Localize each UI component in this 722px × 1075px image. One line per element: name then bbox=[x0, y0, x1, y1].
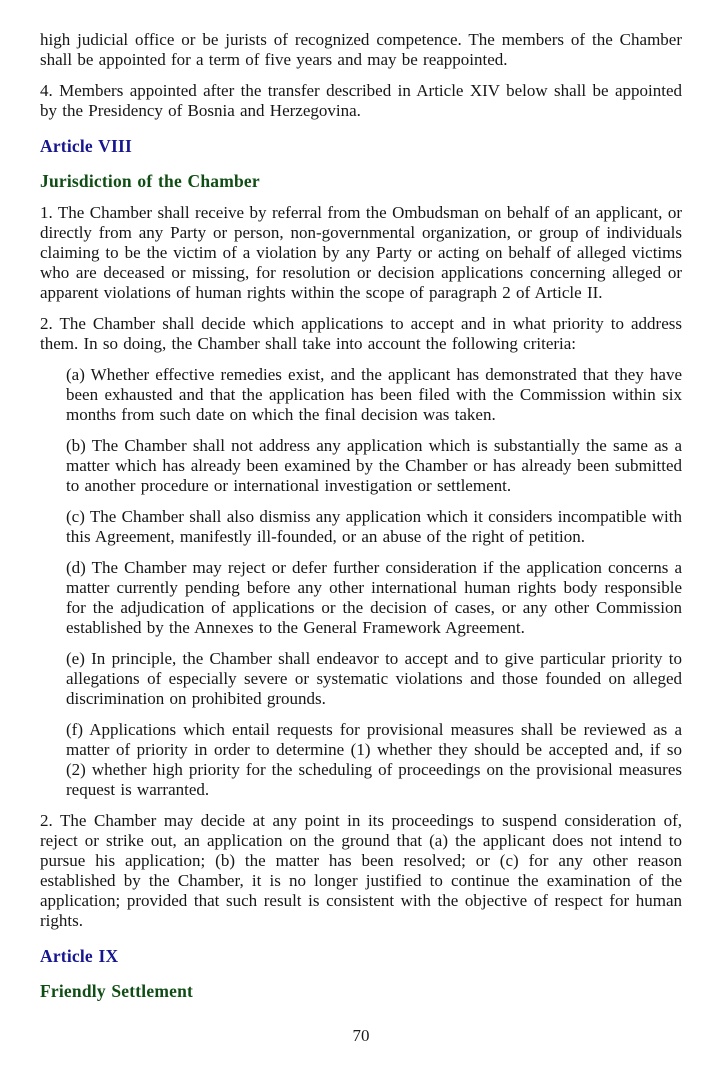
paragraph: 1. The Chamber shall receive by referral from the Ombudsman on behalf of an applicant, or directly from any Party or person, non-governmental organization, or group of individuals claiming to be the victim of a violation by any Party or acting on behalf of alleged victims who are deceased or missing, for resolution or decision applications concerning alleged or apparent violations of human rights within the scope of paragraph 2 of Article II. bbox=[40, 203, 682, 302]
sub-paragraph: (c) The Chamber shall also dismiss any application which it considers incompatible with this Agreement, manifestly ill-founded, or an abuse of the right of petition. bbox=[66, 507, 682, 546]
paragraph: 4. Members appointed after the transfer described in Article XIV below shall be appointed by the Presidency of Bosnia and Herzegovina. bbox=[40, 81, 682, 120]
sub-paragraph: (f) Applications which entail requests for provisional measures shall be reviewed as a matter of priority in order to determine (1) whether they should be accepted and, if so (2) whether high priority for the scheduling of proceedings on the provisional measures request is warranted. bbox=[66, 720, 682, 799]
paragraph: 2. The Chamber may decide at any point in its proceedings to suspend consideration of, reject or strike out, an application on the ground that (a) the applicant does not intend to pursue his application; (b) the matter has been resolved; or (c) for any other reason established by the Chamber, it is no longer justified to continue the examination of the application; provided that such result is consistent with the objective of respect for human rights. bbox=[40, 811, 682, 930]
paragraph: high judicial office or be jurists of recognized competence. The members of the Chamber shall be appointed for a term of five years and may be reappointed. bbox=[40, 30, 682, 69]
document-body bbox=[40, 30, 682, 1013]
sub-paragraph: (b) The Chamber shall not address any application which is substantially the same as a matter which has already been examined by the Chamber or has already been submitted to another procedure or international investigation or settlement. bbox=[66, 436, 682, 495]
sub-paragraph: (d) The Chamber may reject or defer further consideration if the application concerns a matter currently pending before any other international human rights body responsible for the adjudication of applications or the decision of cases, or any other Commission established by the Annexes to the General Framework Agreement. bbox=[66, 558, 682, 637]
article-heading: Article VIII bbox=[40, 136, 133, 156]
article-heading: Article IX bbox=[40, 946, 119, 966]
paragraph: 2. The Chamber shall decide which applications to accept and in what priority to address them. In so doing, the Chamber shall take into account the following criteria: bbox=[40, 314, 682, 353]
sub-paragraph: (e) In principle, the Chamber shall endeavor to accept and to give particular priority to allegations of especially severe or systematic violations and those founded on alleged discrimination on prohibited grounds. bbox=[66, 649, 682, 708]
sub-paragraph: (a) Whether effective remedies exist, and the applicant has demonstrated that they have been exhausted and that the application has been filed with the Commission within six months from such date on which the final decision was taken. bbox=[66, 365, 682, 424]
section-heading: Jurisdiction of the Chamber bbox=[40, 171, 260, 191]
page-number: 70 bbox=[352, 1026, 370, 1045]
section-heading: Friendly Settlement bbox=[40, 981, 194, 1001]
page-footer bbox=[0, 1026, 722, 1046]
